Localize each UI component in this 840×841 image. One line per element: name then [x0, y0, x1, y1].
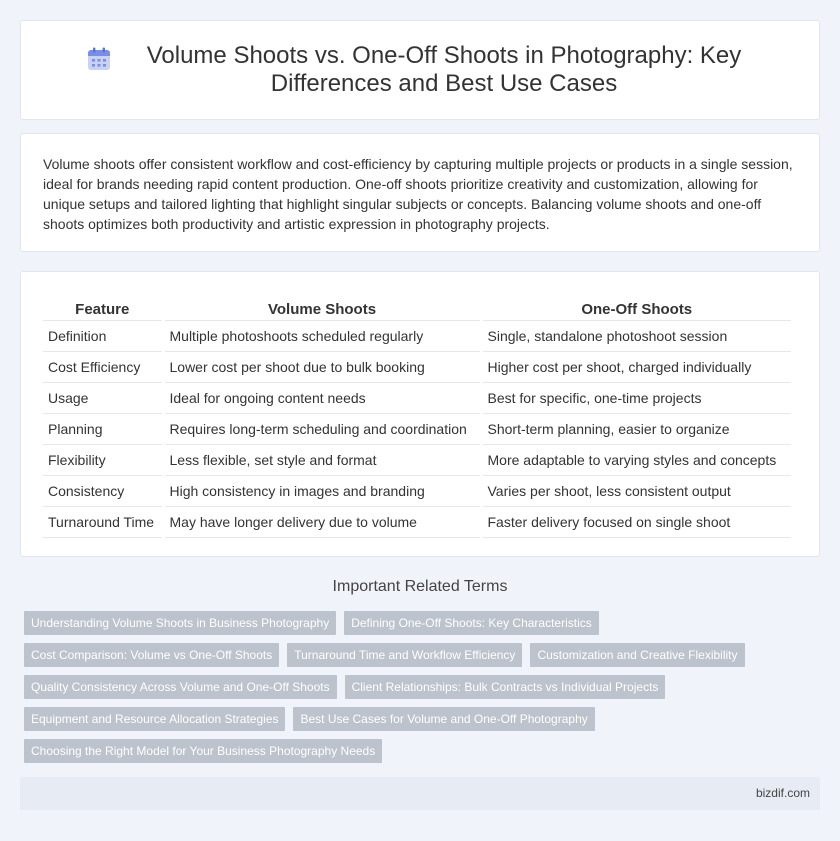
table-cell-feature: Definition	[43, 320, 163, 351]
table-cell-volume: Lower cost per shoot due to bulk booking	[163, 351, 481, 382]
related-term-link[interactable]: Customization and Creative Flexibility	[530, 643, 744, 667]
table-cell-volume: Less flexible, set style and format	[163, 444, 481, 475]
table-cell-feature: Turnaround Time	[43, 506, 163, 537]
related-terms-list	[24, 611, 784, 763]
table-cell-volume: Multiple photoshoots scheduled regularly	[163, 320, 481, 351]
table-cell-one-off: Best for specific, one-time projects	[481, 382, 791, 413]
related-term-link[interactable]: Understanding Volume Shoots in Business Photography	[24, 611, 336, 635]
table-cell-feature: Cost Efficiency	[43, 351, 163, 382]
table-header-row	[43, 294, 791, 320]
table-cell-feature: Planning	[43, 413, 163, 444]
related-term-link[interactable]: Turnaround Time and Workflow Efficiency	[287, 643, 522, 667]
table-header-one-off: One-Off Shoots	[481, 294, 791, 320]
comparison-table	[43, 294, 791, 538]
table-cell-one-off: Faster delivery focused on single shoot	[481, 506, 791, 537]
related-term-link[interactable]: Equipment and Resource Allocation Strategies	[24, 707, 285, 731]
table-row	[43, 382, 791, 413]
table-cell-one-off: Higher cost per shoot, charged individually	[481, 351, 791, 382]
related-terms-title: Important Related Terms	[332, 578, 508, 595]
related-term-link[interactable]: Defining One-Off Shoots: Key Characteristics	[344, 611, 599, 635]
table-row	[43, 413, 791, 444]
table-header-volume: Volume Shoots	[163, 294, 481, 320]
table-row	[43, 475, 791, 506]
table-cell-one-off: Varies per shoot, less consistent output	[481, 475, 791, 506]
table-row	[43, 351, 791, 382]
related-term-link[interactable]: Cost Comparison: Volume vs One-Off Shoots	[24, 643, 279, 667]
table-cell-one-off: Short-term planning, easier to organize	[481, 413, 791, 444]
header-card	[20, 20, 820, 120]
table-cell-one-off: More adaptable to varying styles and concepts	[481, 444, 791, 475]
related-term-link[interactable]: Choosing the Right Model for Your Business Photography Needs	[24, 739, 382, 763]
comparison-table-card	[20, 271, 820, 557]
table-cell-feature: Usage	[43, 382, 163, 413]
table-cell-volume: Requires long-term scheduling and coordination	[163, 413, 481, 444]
intro-card	[20, 133, 820, 252]
table-cell-feature: Consistency	[43, 475, 163, 506]
table-cell-feature: Flexibility	[43, 444, 163, 475]
intro-text: Volume shoots offer consistent workflow and cost-efficiency by capturing multiple projects or products in a single session, ideal for brands needing rapid content production. One-off shoots prioritize creativity and customization, allowing for unique setups and tailored lighting that highlight singular subjects or concepts. Balancing volume shoots and one-off shoots optimizes both productivity and artistic expression in photography projects.	[43, 156, 793, 232]
table-row	[43, 444, 791, 475]
table-cell-volume: High consistency in images and branding	[163, 475, 481, 506]
table-row	[43, 506, 791, 537]
table-row	[43, 320, 791, 351]
table-cell-volume: May have longer delivery due to volume	[163, 506, 481, 537]
related-term-link[interactable]: Client Relationships: Bulk Contracts vs Individual Projects	[345, 675, 666, 699]
table-cell-one-off: Single, standalone photoshoot session	[481, 320, 791, 351]
related-term-link[interactable]: Best Use Cases for Volume and One-Off Photography	[293, 707, 594, 731]
table-cell-volume: Ideal for ongoing content needs	[163, 382, 481, 413]
footer	[20, 777, 820, 810]
calendar-icon	[86, 46, 112, 72]
page-title: Volume Shoots vs. One-Off Shoots in Photography: Key Differences and Best Use Cases	[146, 42, 742, 97]
header-inner	[86, 42, 754, 98]
related-term-link[interactable]: Quality Consistency Across Volume and One-Off Shoots	[24, 675, 337, 699]
table-header-feature: Feature	[43, 294, 163, 320]
footer-site-link[interactable]: bizdif.com	[755, 786, 810, 800]
